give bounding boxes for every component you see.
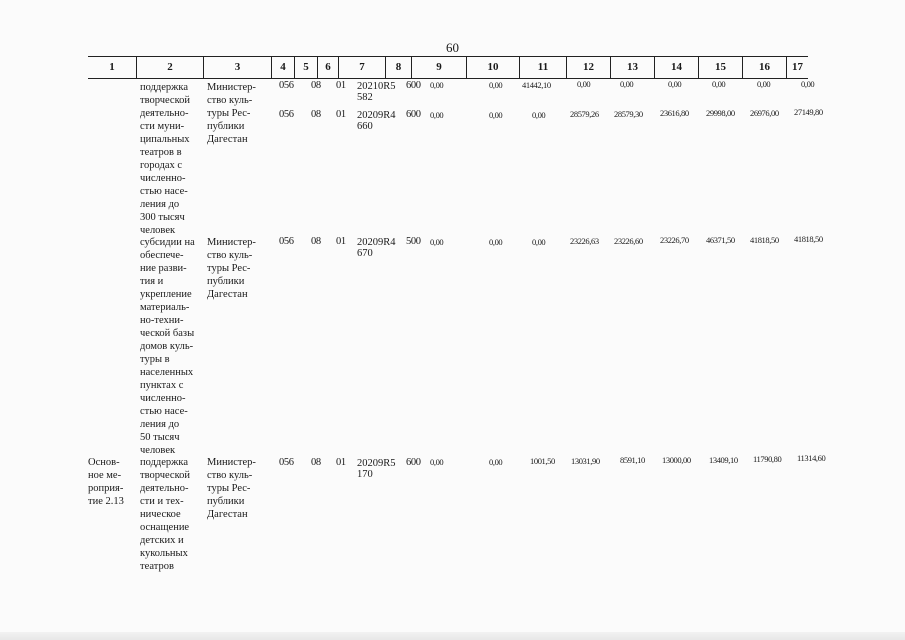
row4-col15: 13409,10 [709, 455, 738, 465]
row2-col17: 27149,80 [794, 107, 823, 117]
row4-measure: Основ- ное ме- роприя- тие 2.13 [88, 457, 124, 507]
row1-col16: 0,00 [757, 79, 771, 89]
row1-ministry: Министер- ство куль- туры Рес- публики Дагестан [207, 82, 256, 145]
row2-col8: 600 [406, 109, 421, 120]
row4-col6: 01 [336, 457, 346, 468]
row2-col16: 26976,00 [750, 108, 779, 118]
header-col-17: 17 [786, 57, 808, 78]
row1-col7: 20210R5 582 [357, 81, 396, 103]
header-col-10: 10 [466, 57, 519, 78]
row1-col11: 41442,10 [522, 80, 551, 90]
row4-col5: 08 [311, 457, 321, 468]
row1-col8: 600 [406, 80, 421, 91]
header-col-13: 13 [610, 57, 654, 78]
scan-edge [0, 632, 905, 640]
header-col-4: 4 [271, 57, 294, 78]
table-header [88, 56, 808, 79]
row3-col14: 23226,70 [660, 235, 689, 245]
row4-col13: 8591,10 [620, 455, 645, 465]
row3-col8: 500 [406, 236, 421, 247]
page-number: 60 [446, 40, 459, 55]
row4-col8: 600 [406, 457, 421, 468]
row4-col7: 20209R5 170 [357, 458, 396, 480]
row1-col13: 0,00 [620, 79, 634, 89]
row3-col16: 41818,50 [750, 235, 779, 245]
row1-col6: 01 [336, 80, 346, 91]
row2-col13: 28579,30 [614, 109, 643, 119]
row2-col6: 01 [336, 109, 346, 120]
row2-col7: 20209R4 660 [357, 110, 396, 132]
row3-col9: 0,00 [430, 237, 444, 247]
row2-col14: 23616,80 [660, 108, 689, 118]
header-col-8: 8 [385, 57, 411, 78]
row4-col16: 11790,80 [753, 454, 782, 464]
row1-col5: 08 [311, 80, 321, 91]
header-col-15: 15 [698, 57, 742, 78]
row2-col10: 0,00 [489, 110, 503, 120]
row4-col12: 13031,90 [571, 456, 600, 466]
row3-col10: 0,00 [489, 237, 503, 247]
row1-col9: 0,00 [430, 80, 444, 90]
header-col-1: 1 [109, 61, 115, 73]
header-col-12: 12 [566, 57, 610, 78]
header-col-2: 2 [136, 57, 203, 78]
row2-col15: 29998,00 [706, 108, 735, 118]
header-col-7: 7 [338, 57, 385, 78]
row4-ministry: Министер- ство куль- туры Рес- публики Дагестан [207, 457, 256, 520]
header-col-5: 5 [294, 57, 317, 78]
row1-description: поддержка творческой деятельно- сти муни- ципальных театров в городах с численно- стью насе- ления до 300 тысяч человек [140, 82, 191, 236]
row2-col9: 0,00 [430, 110, 444, 120]
row4-col10: 0,00 [489, 457, 503, 467]
row1-col12: 0,00 [577, 79, 591, 89]
row2-col12: 28579,26 [570, 109, 599, 119]
row4-col14: 13000,00 [662, 455, 691, 465]
row1-col4: 056 [279, 80, 294, 91]
row2-col5: 08 [311, 109, 321, 120]
row2-col11: 0,00 [532, 110, 546, 120]
row3-col13: 23226,60 [614, 236, 643, 246]
row1-col14: 0,00 [668, 79, 682, 89]
row3-description: субсидии на обеспече- ние разви- тия и укрепление материаль- но-техни- ческой базы домов куль- туры в населенных пунктах с численно- стью насе- ления до 50 тысяч человек [140, 237, 195, 456]
header-col-14: 14 [654, 57, 698, 78]
row4-description: поддержка творческой деятельно- сти и тех- ническое оснащение детских и кукольных театров [140, 457, 191, 572]
header-col-6: 6 [317, 57, 338, 78]
row3-col11: 0,00 [532, 237, 546, 247]
row2-col4: 056 [279, 109, 294, 120]
row3-col7: 20209R4 670 [357, 237, 396, 259]
row3-col17: 41818,50 [794, 234, 823, 244]
row1-col10: 0,00 [489, 80, 503, 90]
row4-col17: 11314,60 [797, 453, 826, 463]
row3-col4: 056 [279, 236, 294, 247]
header-col-9: 9 [411, 57, 466, 78]
header-col-11: 11 [519, 57, 566, 78]
row3-col6: 01 [336, 236, 346, 247]
header-col-3: 3 [203, 57, 271, 78]
row4-col9: 0,00 [430, 457, 444, 467]
row4-col4: 056 [279, 457, 294, 468]
row3-ministry: Министер- ство куль- туры Рес- публики Дагестан [207, 237, 256, 300]
row3-col12: 23226,63 [570, 236, 599, 246]
row4-col11: 1001,50 [530, 456, 555, 466]
header-col-16: 16 [742, 57, 786, 78]
row3-col15: 46371,50 [706, 235, 735, 245]
row1-col15: 0,00 [712, 79, 726, 89]
row1-col17: 0,00 [801, 79, 815, 89]
row3-col5: 08 [311, 236, 321, 247]
